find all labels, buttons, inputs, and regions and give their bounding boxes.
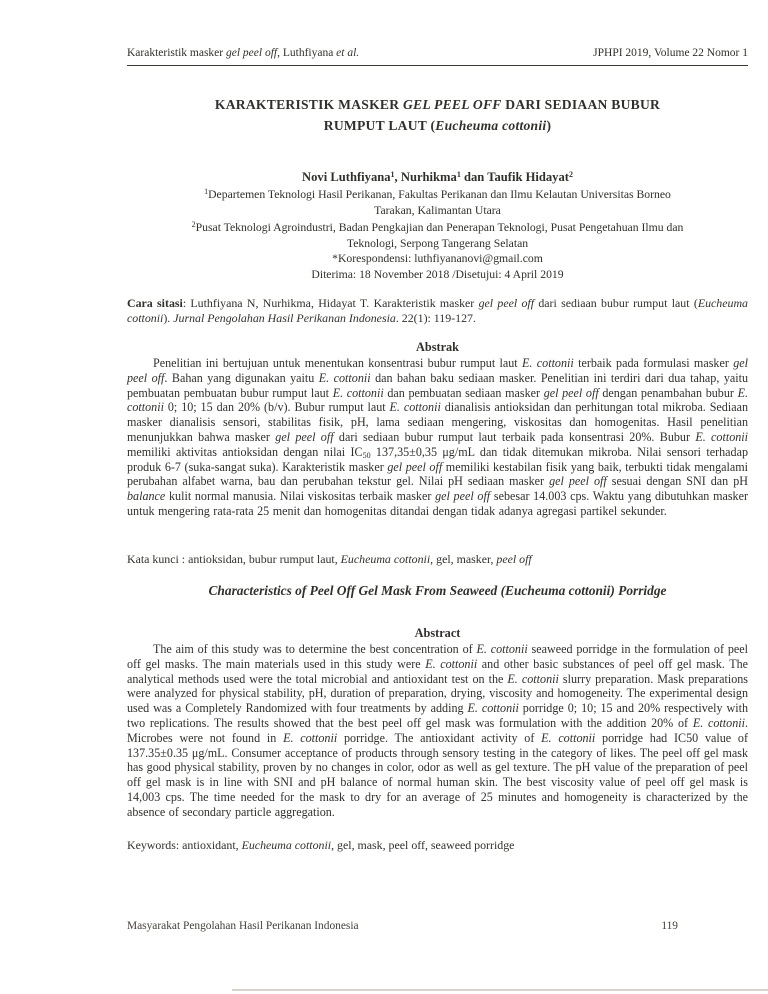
abstract-body-english: The aim of this study was to determine the best concentration of E. cottonii seaweed porridge in the formulation of peel off gel masks. The main materials used in this study were E. cottonii and other basic substances of peel off gel mask. The analytical methods used were the total microbial and antioxidant test on the E. cottonii slurry preparation. Mask preparations were analyzed for physical stability, pH, duration of preparation, drying, viscosity and homogeneity. The experimental design used was a Completely Randomized with four treatments by adding E. cottonii porridge 0; 10; 15 and 20% respectively with two replications. The results showed that the best peel off gel mask was formulation with the addition 20% of E. cottonii. Microbes were not found in E. cottonii porridge. The antioxidant activity of E. cottonii porridge had IC50 value of 137.35±0.35 μg/mL. Consumer acceptance of products through sensory testing in the category of likes. The peel off gel mask has good physical stability, proven by no changes in color, odor as well as gel texture. The pH value of the preparation of peel off gel mask is in line with SNI and pH balance of normal human skin. The best viscosity value of peel off gel mask is 14,003 cps. The time needed for the mask to dry for an average of 25 minutes and homogeneity is characterized by the absence of secondary particle aggregation. <box>127 641 748 819</box>
authors-line: Novi Luthfiyana$^1$, Nurhikma$^1$ dan Taufik Hidayat$^2$ <box>302 170 573 184</box>
correspondence-line: *Korespondensi: luthfiyananovi@gmail.com <box>332 252 543 266</box>
keywords-indonesian: Kata kunci : antioksidan, bubur rumput laut, Eucheuma cottonii, gel, masker, peel off <box>127 551 532 566</box>
abstract-heading-english: Abstract <box>414 625 461 640</box>
received-accepted-line: Diterima: 18 November 2018 /Disetujui: 4 April 2019 <box>311 267 564 281</box>
article-title-english: Characteristics of Peel Off Gel Mask From Seaweed (Eucheuma cottonii) Porridge <box>208 582 667 598</box>
affiliation-1: $^1$Departemen Teknologi Hasil Perikanan, Fakultas Perikanan dan Ilmu Kelautan Universitas Borneo Tarakan, Kalimantan Utara <box>204 187 671 217</box>
running-header-right: JPHPI 2019, Volume 22 Nomor 1 <box>593 47 748 59</box>
running-header-left: Karakteristik masker gel peel off, Luthfiyana et al. <box>127 47 360 59</box>
scan-artifact-line <box>232 989 768 991</box>
abstract-heading-indonesian: Abstrak <box>415 339 460 354</box>
running-header <box>127 46 748 66</box>
abstract-body-indonesian: Penelitian ini bertujuan untuk menentukan konsentrasi bubur rumput laut E. cottonii terbaik pada formulasi masker gel peel off. Bahan yang digunakan yaitu E. cottonii dan bahan baku sediaan masker. Penelitian ini terdiri dari dua tahap, yaitu pembuatan pembuatan bubur rumput laut E. cottonii dan pembuatan sediaan masker gel peel off dengan penambahan bubur E. cottonii 0; 10; 15 dan 20% (b/v). Bubur rumput laut E. cottonii dianalisis antioksidan dan perhitungan total mikroba. Sediaan masker dianalisis sensori, stabilitas fisik, pH, lama sediaan mengering, viskositas dan homogenitas. Hasil penelitian menunjukkan bahwa masker gel peel off dari sediaan bubur rumput laut terbaik pada konsentrasi 20%. Bubur E. cottonii memiliki aktivitas antioksidan dengan nilai $IC_{50}$ 137,35±0,35 μg/mL dan tidak ditemukan mikroba. Nilai sensori terhadap produk 6-7 (suka-sangat suka). Karakteristik masker gel peel off memiliki kestabilan fisik yang baik, terbukti tidak mengalami perubahan alfabet warna, bau dan perubahan tekstur gel. Nilai pH sediaan masker gel peel off sesuai dengan SNI dan pH balance kulit normal manusia. Nilai viskositas terbaik masker gel peel off sebesar 14.003 cps. Waktu yang dibutuhkan masker untuk mengering rata-rata 25 menit dan homogenitas ditandai dengan tidak adanya agregasi partikel sekunder. <box>127 355 749 518</box>
page-number: 119 <box>661 920 678 932</box>
article-title-indonesian: KARAKTERISTIK MASKER GEL PEEL OFF DARI SEDIAAN BUBUR RUMPUT LAUT (Eucheuma cottonii) <box>214 97 661 133</box>
affiliation-2: $^2$Pusat Teknologi Agroindustri, Badan Pengkajian dan Penerapan Teknologi, Pusat Pengetahuan Ilmu dan Teknologi, Serpong Tangerang Selatan <box>191 220 684 250</box>
keywords-english: Keywords: antioxidant, Eucheuma cottonii, gel, mask, peel off, seaweed porridge <box>127 837 515 852</box>
page-footer <box>127 920 748 932</box>
footer-society-name: Masyarakat Pengolahan Hasil Perikanan Indonesia <box>127 920 359 932</box>
citation-paragraph: Cara sitasi: Luthfiyana N, Nurhikma, Hidayat T. Karakteristik masker gel peel off dari sediaan bubur rumput laut (Eucheuma cottonii). Jurnal Pengolahan Hasil Perikanan Indonesia. 22(1): 119-127. <box>127 295 748 325</box>
page-content <box>127 46 748 853</box>
